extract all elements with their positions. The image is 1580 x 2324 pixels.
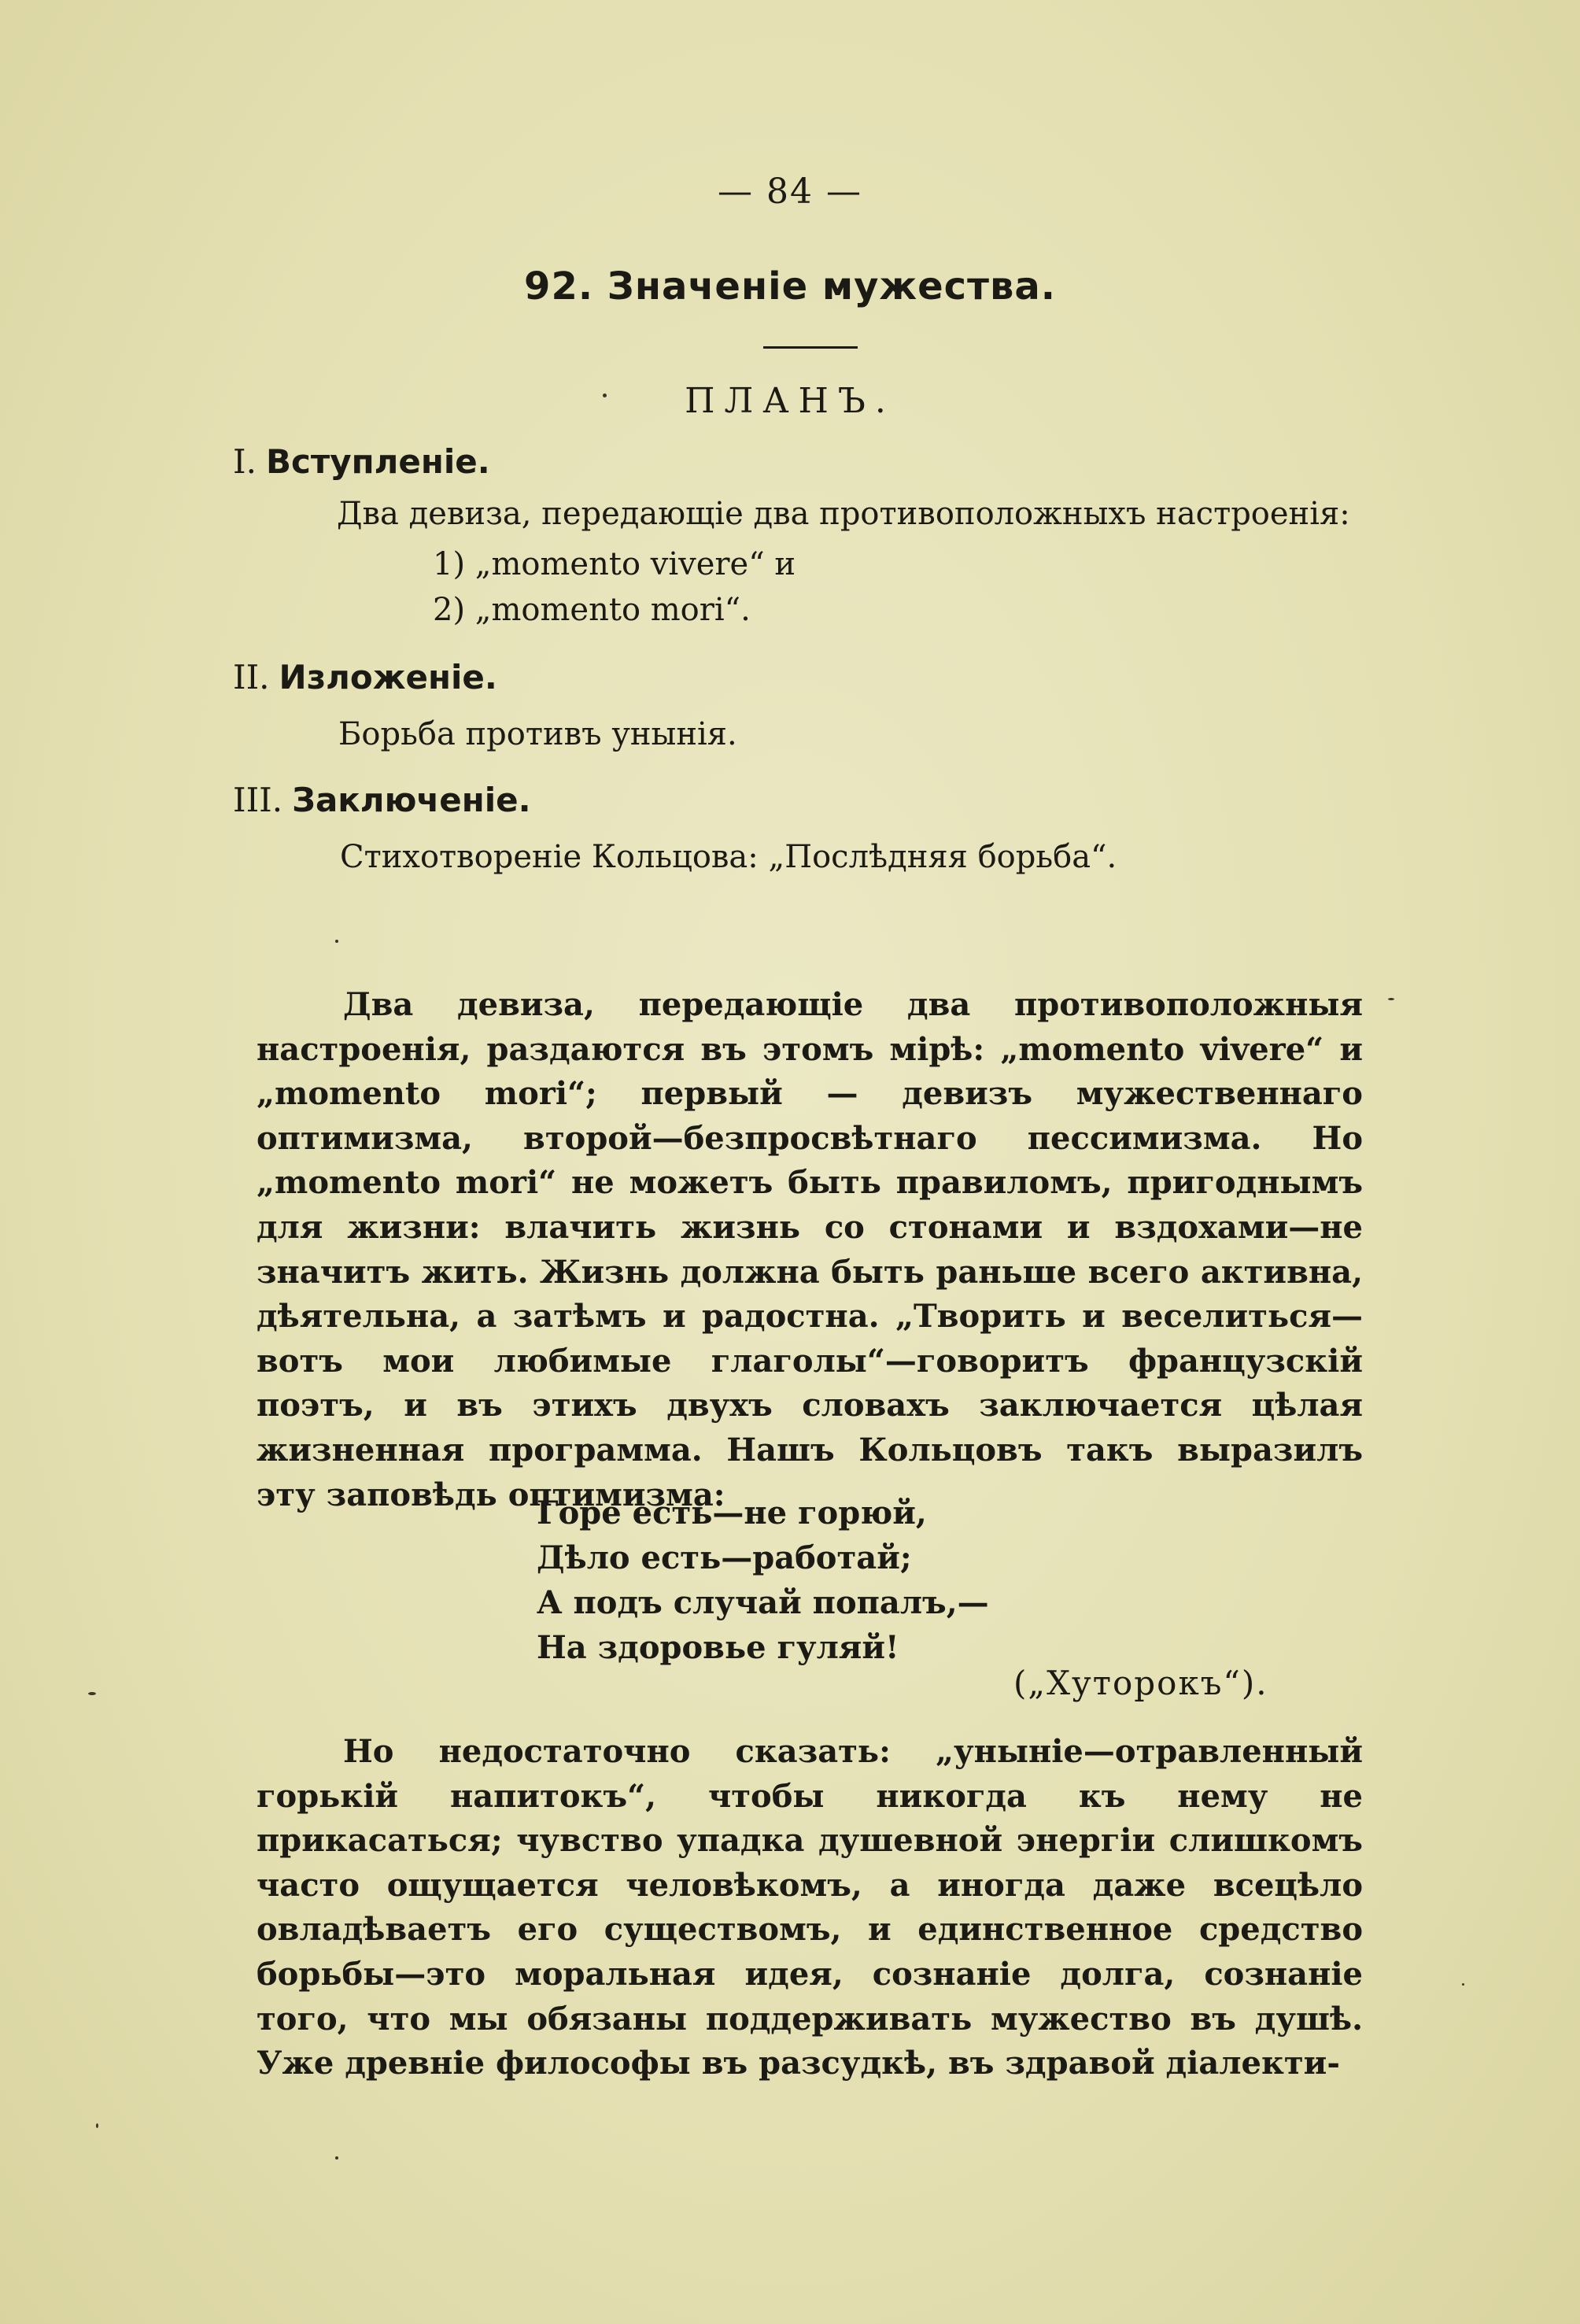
body-paragraph-2: Но недостаточно сказать: „уныніе—отравленный горькій напитокъ“, чтобы никогда къ нему не прикасаться; чувство упадка душевной энергіи слишкомъ часто ощущается человѣкомъ, а иногда даже всецѣло овладѣваетъ его существомъ, и единственное средство борьбы—это моральная идея, сознаніе долга, сознаніе того, что мы обязаны поддерживать мужество въ душѣ. Уже древніе философы въ разсудкѣ, въ здравой діалекти- — [257, 1733, 1363, 2082]
intro-item-2: 2) „momento mori“. — [433, 592, 751, 628]
plan-heading: ПЛАНЪ. — [685, 381, 895, 421]
paper-speck — [603, 393, 607, 397]
plan-section-exposition — [233, 658, 497, 696]
poem-line: Горе есть—не горюй, — [537, 1495, 927, 1531]
paper-speck — [96, 2123, 98, 2128]
poem-line: На здоровье гуляй! — [537, 1629, 899, 1666]
poem-source: („Хуторокъ“). — [1013, 1664, 1268, 1702]
section-label: Заключеніе. — [292, 781, 531, 819]
paper-speck — [1388, 998, 1394, 1000]
section-numeral: II. — [233, 658, 270, 696]
poem-quote — [537, 1491, 989, 1670]
paper-speck — [88, 1692, 96, 1695]
section-numeral: III. — [233, 781, 283, 819]
section-numeral: I. — [233, 442, 257, 481]
conclusion-text: Стихотвореніе Кольцова: „Послѣдняя борьба“. — [340, 839, 1117, 875]
poem-line: А подъ случай попалъ,— — [537, 1584, 989, 1621]
body-paragraph-1: Два девиза, передающіе два противоположныя настроенія, раздаются въ этомъ мірѣ: „momento vivere“ и „momento mori“; первый — девизъ мужественнаго оптимизма, второй—безпросвѣтнаго пессимизма. Но „momento mori“ не можетъ быть правиломъ, пригоднымъ для жизни: влачить жизнь со стонами и вздохами—не значитъ жить. Жизнь должна быть раньше всего активна, дѣятельна, а затѣмъ и радостна. „Творить и веселиться—вотъ мои любимые глаголы“—говоритъ французскій поэтъ, и въ этихъ двухъ словахъ заключается цѣлая жизненная программа. Нашъ Кольцовъ такъ выразилъ эту заповѣдь оптимизма: — [257, 986, 1363, 1513]
paper-speck — [1462, 1983, 1464, 1986]
page-number: — 84 — — [718, 172, 862, 212]
title-divider — [763, 346, 858, 349]
section-label: Изложеніе. — [279, 658, 497, 696]
plan-section-conclusion — [233, 781, 531, 819]
page-title: 92. Значеніе мужества. — [524, 264, 1056, 309]
poem-line: Дѣло есть—работай; — [537, 1539, 912, 1576]
exposition-text: Борьба противъ унынія. — [338, 716, 737, 752]
paper-speck — [335, 940, 338, 943]
plan-section-introduction — [233, 442, 490, 481]
intro-item-1: 1) „momento vivere“ и — [433, 546, 796, 582]
intro-text: Два девиза, передающіе два противоположныхъ настроенія: — [337, 496, 1350, 532]
section-label: Вступленіе. — [265, 442, 490, 481]
paper-speck — [335, 2156, 338, 2160]
